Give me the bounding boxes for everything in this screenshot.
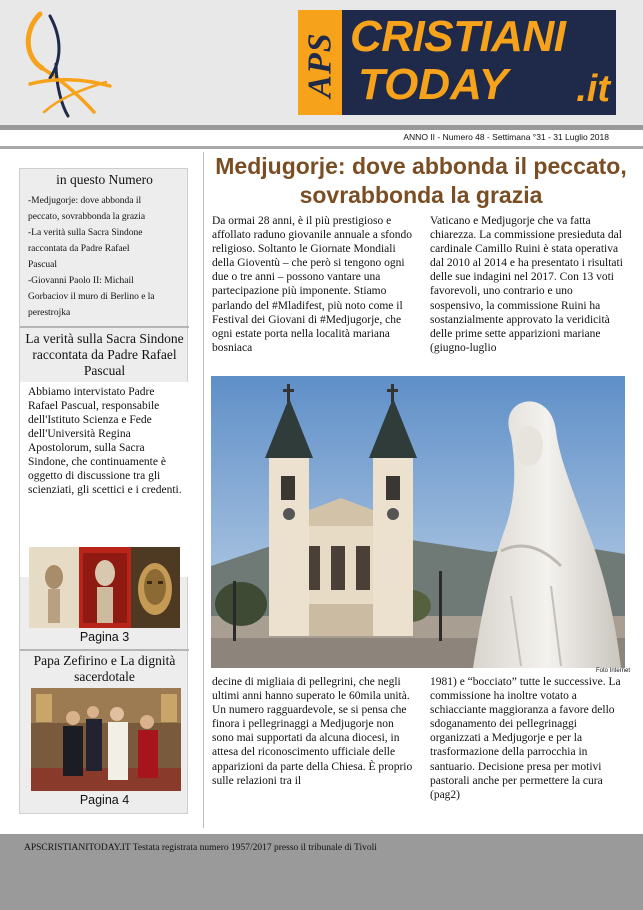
aps-label: APS: [301, 32, 339, 98]
fish-cross-logo: [22, 8, 114, 118]
sidebar-divider: [20, 649, 189, 651]
sindone-title: La verità sulla Sacra Sindone raccontata da Padre Rafael Pascual: [25, 331, 184, 378]
toc-item[interactable]: -Medjugorje: dove abbonda il: [28, 196, 142, 206]
toc-item[interactable]: Gorbaciov il muro di Berlino e la: [28, 292, 155, 302]
sidebar-divider: [20, 326, 189, 328]
papal-audience-image: [31, 688, 181, 791]
article-column-2-top: Vaticano e Medjugorje che va fatta chiarezza. La commissione presieduta dal cardinale Camillo Ruini è stata operativa dal 2010 al 2014 e ha presentato i risultati delle sue indagini nel 2017. Con 13 voti favorevoli, uno contrario e uno sospensivo, la commissione Ruini ha sostanzialmente approvato la veridicità delle prime sette apparizioni mariane (giugno-luglio: [430, 215, 623, 354]
sidebar: [19, 168, 188, 814]
article-headline: Medjugorje: dove abbonda il peccato, sovrabbonda la grazia: [215, 153, 627, 208]
header-rule: [0, 125, 643, 130]
zefirino-title: Papa Zefirino e La dignità sacerdotale: [33, 653, 176, 684]
footer-registration: APSCRISTIANITODAY.IT Testata registrata numero 1957/2017 presso il tribunale di Tivoli: [24, 843, 377, 853]
toc-item[interactable]: raccontata da Padre Rafael: [28, 244, 130, 254]
zefirino-page-link[interactable]: Pagina 4: [79, 793, 130, 807]
toc-title: in questo Numero: [56, 172, 153, 187]
issue-rule: [0, 146, 643, 149]
footer: [0, 834, 643, 910]
zefirino-section: [20, 653, 189, 685]
toc-list: [20, 193, 189, 321]
article-column-2-bottom: 1981) e “bocciato” tutte le successive. La commissione ha inoltre votato a schiacciante maggioranza a favore dello sdoganamento dei pellegrinaggi organizzati a Medjugorje e per la trasformazione della parrocchia in santuario. Decisione presa per motivi pastorali anche per permettere la cura (pag2): [430, 676, 621, 801]
article-column-1-top: Da ormai 28 anni, è il più prestigioso e affollato raduno giovanile annuale a sfondo religioso. Soltanto le Giornate Mondiali della Gioventù – che però si tengono ogni due o tre anni – possono vantare una partecipazione più imponente. Stiamo parlando del #Mladifest, più noto come il Festival dei Giovani di #Medjugorje, che ogni estate porta nella località mariana bosniaca: [212, 215, 413, 354]
column-divider: [203, 152, 204, 828]
masthead-title-line2: TODAY: [358, 60, 508, 109]
toc-item[interactable]: -La verità sulla Sacra Sindone: [28, 228, 143, 238]
masthead-tld: .it: [576, 68, 610, 110]
masthead: [298, 10, 616, 115]
sindone-summary: Abbiamo intervistato Padre Rafael Pascual, responsabile dell'Istituto Scienza e Fede dell'Università Regina Apostolorum, sulla Sacra Sindone, che continuamente è oggetto di discussione tra gli scienziati, gli scettici e i credenti.: [20, 382, 189, 577]
sindone-page-link[interactable]: Pagina 3: [79, 630, 130, 644]
toc-item[interactable]: perestrojka: [28, 308, 71, 318]
sindone-section: [20, 331, 189, 577]
issue-info: ANNO II - Numero 48 - Settimana °31 - 31 Luglio 2018: [403, 132, 609, 142]
toc-section: [20, 172, 189, 321]
toc-item[interactable]: -Giovanni Paolo II: Michail: [28, 276, 134, 286]
header: [0, 0, 643, 128]
photo-credit: Foto Internet: [596, 668, 631, 674]
medjugorje-church-photo: [211, 376, 625, 668]
toc-item[interactable]: peccato, sovrabbonda la grazia: [28, 212, 146, 222]
aps-band: [298, 10, 342, 115]
toc-item[interactable]: Pascual: [28, 260, 58, 270]
shroud-image: [29, 547, 180, 628]
article-column-1-bottom: decine di migliaia di pellegrini, che negli ultimi anni hanno superato le 60mila unità. Un numero ragguardevole, se si pensa che finora i pellegrinaggi a Medjugorje non sono mai supportati da alcuna diocesi, in attesa del riconoscimento ufficiale delle apparizioni da parte della Chiesa. È proprio sulle relazioni tra il: [212, 676, 413, 787]
masthead-title-line1: CRISTIANI: [350, 12, 566, 61]
